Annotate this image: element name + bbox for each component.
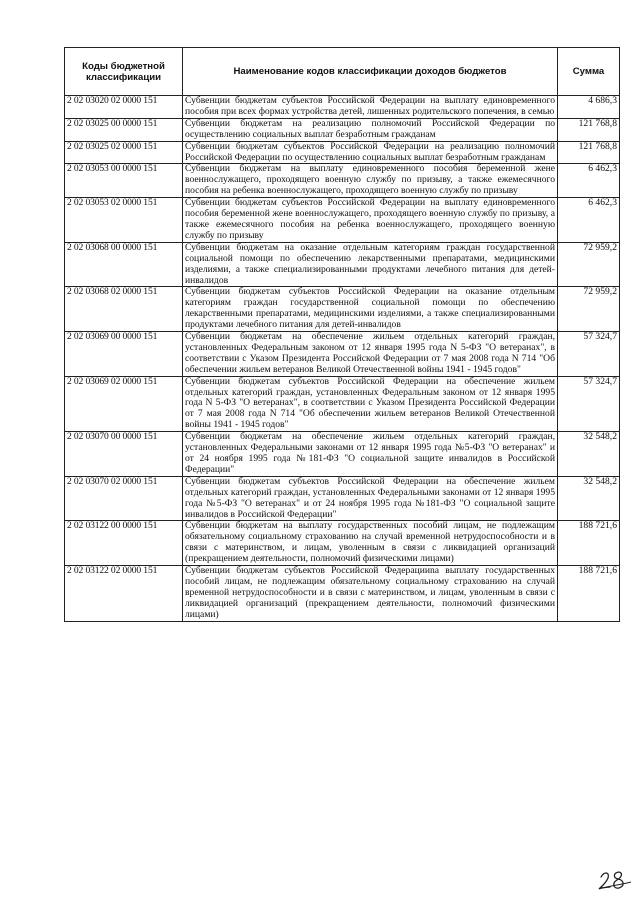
row-sum: 4 686,3 — [558, 96, 620, 119]
table-row — [65, 164, 620, 198]
row-sum: 6 462,3 — [558, 164, 620, 198]
budget-table — [64, 47, 620, 622]
row-code: 2 02 03070 02 0000 151 — [65, 476, 183, 521]
table-row — [65, 521, 620, 566]
table-row — [65, 566, 620, 622]
table-row — [65, 332, 620, 377]
row-code: 2 02 03122 00 0000 151 — [65, 521, 183, 566]
row-sum: 32 548,2 — [558, 432, 620, 477]
row-name: Субвенции бюджетам субъектов Российской Федерации на обеспечение жильем отдельных категорий граждан, установленных Федеральным законом от 12 января 1995 года N 5-ФЗ "О ветеранах", в соответствии с Указом Президента Российской Федерации от 7 мая 2008 года N 714 "Об обеспечении жильем ветеранов Великой Отечественной войны 1941 - 1945 годов" — [183, 376, 558, 432]
row-sum: 6 462,3 — [558, 198, 620, 243]
row-code: 2 02 03068 02 0000 151 — [65, 287, 183, 332]
row-code: 2 02 03070 00 0000 151 — [65, 432, 183, 477]
row-name: Субвенции бюджетам на реализацию полномочий Российской Федерации по осуществлению социальных выплат безработным гражданам — [183, 118, 558, 141]
row-name: Субвенции бюджетам на выплату единовременного пособия беременной жене военнослужащего, проходящего военную службу по призыву, а также ежемесячного пособия на ребенка военнослужащего, проходящего военную службу по призыву — [183, 164, 558, 198]
row-code: 2 02 03020 02 0000 151 — [65, 96, 183, 119]
row-sum: 188 721,6 — [558, 566, 620, 622]
row-name: Субвенции бюджетам на выплату государственных пособий лицам, не подлежащим обязательному социальному страхованию на случай временной нетрудоспособности и в связи с материнством, и лицам, уволенным в связи с ликвидацией организаций (прекращением деятельности, полномочий физическими лицами) — [183, 521, 558, 566]
row-code: 2 02 03069 00 0000 151 — [65, 332, 183, 377]
table-header-row — [65, 48, 620, 96]
row-sum: 121 768,8 — [558, 118, 620, 141]
row-name: Субвенции бюджетам субъектов Российской Федерации на выплату единовременного пособия беременной жене военнослужащего, проходящего военную службу по призыву, а также ежемесячного пособия на ребенка военнослужащего, проходящего военную службу по призыву — [183, 198, 558, 243]
row-name: Субвенции бюджетам субъектов Российской Федерацииna выплату государственных пособий лицам, не подлежащим обязательному социальному страхованию на случай временной нетрудоспособности и в связи с материнством, и лицам, уволенным в связи с ликвидацией организаций (прекращением деятельности, полномочий физическими лицами) — [183, 566, 558, 622]
row-code: 2 02 03069 02 0000 151 — [65, 376, 183, 432]
page-number-handwritten — [598, 868, 632, 890]
row-code: 2 02 03068 00 0000 151 — [65, 242, 183, 287]
table-row — [65, 432, 620, 477]
row-code: 2 02 03025 02 0000 151 — [65, 141, 183, 164]
header-code: Коды бюджетной классификации — [65, 48, 183, 96]
row-code: 2 02 03122 02 0000 151 — [65, 566, 183, 622]
table-row — [65, 376, 620, 432]
row-sum: 57 324,7 — [558, 376, 620, 432]
row-code: 2 02 03025 00 0000 151 — [65, 118, 183, 141]
row-code: 2 02 03053 00 0000 151 — [65, 164, 183, 198]
header-sum: Сумма — [558, 48, 620, 96]
row-name: Субвенции бюджетам субъектов Российской Федерации на выплату единовременного пособия при всех формах устройства детей, лишенных родительского попечения, в семью — [183, 96, 558, 119]
row-code: 2 02 03053 02 0000 151 — [65, 198, 183, 243]
row-name: Субвенции бюджетам субъектов Российской Федерации на оказание отдельным категориям граждан государственной социальной помощи по обеспечению лекарственными препаратами, медицинскими изделиями, а также специализированными продуктами лечебного питания для детей-инвалидов — [183, 287, 558, 332]
row-name: Субвенции бюджетам на оказание отдельным категориям граждан государственной социальной помощи по обеспечению лекарственными препаратами, медицинскими изделиями, а также специализированными продуктами лечебного питания для детей-инвалидов — [183, 242, 558, 287]
table-row — [65, 287, 620, 332]
row-name: Субвенции бюджетам на обеспечение жильем отдельных категорий граждан, установленных Федеральным законом от 12 января 1995 года N 5-ФЗ "О ветеранах", в соответствии с Указом Президента Российской Федерации от 7 мая 2008 года N 714 "Об обеспечении жильем ветеранов Великой Отечественной войны 1941 - 1945 годов" — [183, 332, 558, 377]
row-sum: 32 548,2 — [558, 476, 620, 521]
row-sum: 72 959,2 — [558, 287, 620, 332]
row-sum: 57 324,7 — [558, 332, 620, 377]
row-name: Субвенции бюджетам на обеспечение жильем отдельных категорий граждан, установленных Федеральными законами от 12 января 1995 года №5-ФЗ "О ветеранах" и от 24 ноября 1995 года №181-ФЗ "О социальной защите инвалидов в Российской Федерации" — [183, 432, 558, 477]
table-row — [65, 118, 620, 141]
row-name: Субвенции бюджетам субъектов Российской Федерации на реализацию полномочий Российской Федерации по осуществлению социальных выплат безработным гражданам — [183, 141, 558, 164]
row-sum: 188 721,6 — [558, 521, 620, 566]
row-sum: 72 959,2 — [558, 242, 620, 287]
table-row — [65, 141, 620, 164]
table-row — [65, 242, 620, 287]
table-row — [65, 198, 620, 243]
header-name: Наименование кодов классификации доходов бюджетов — [183, 48, 558, 96]
table-row — [65, 96, 620, 119]
table-row — [65, 476, 620, 521]
row-sum: 121 768,8 — [558, 141, 620, 164]
row-name: Субвенции бюджетам субъектов Российской Федерации на обеспечение жильем отдельных категорий граждан, установленных Федеральными законами от 12 января 1995 года №5-ФЗ "О ветеранах" и от 24 ноября 1995 года №181-ФЗ "О социальной защите инвалидов в Российской Федерации" — [183, 476, 558, 521]
